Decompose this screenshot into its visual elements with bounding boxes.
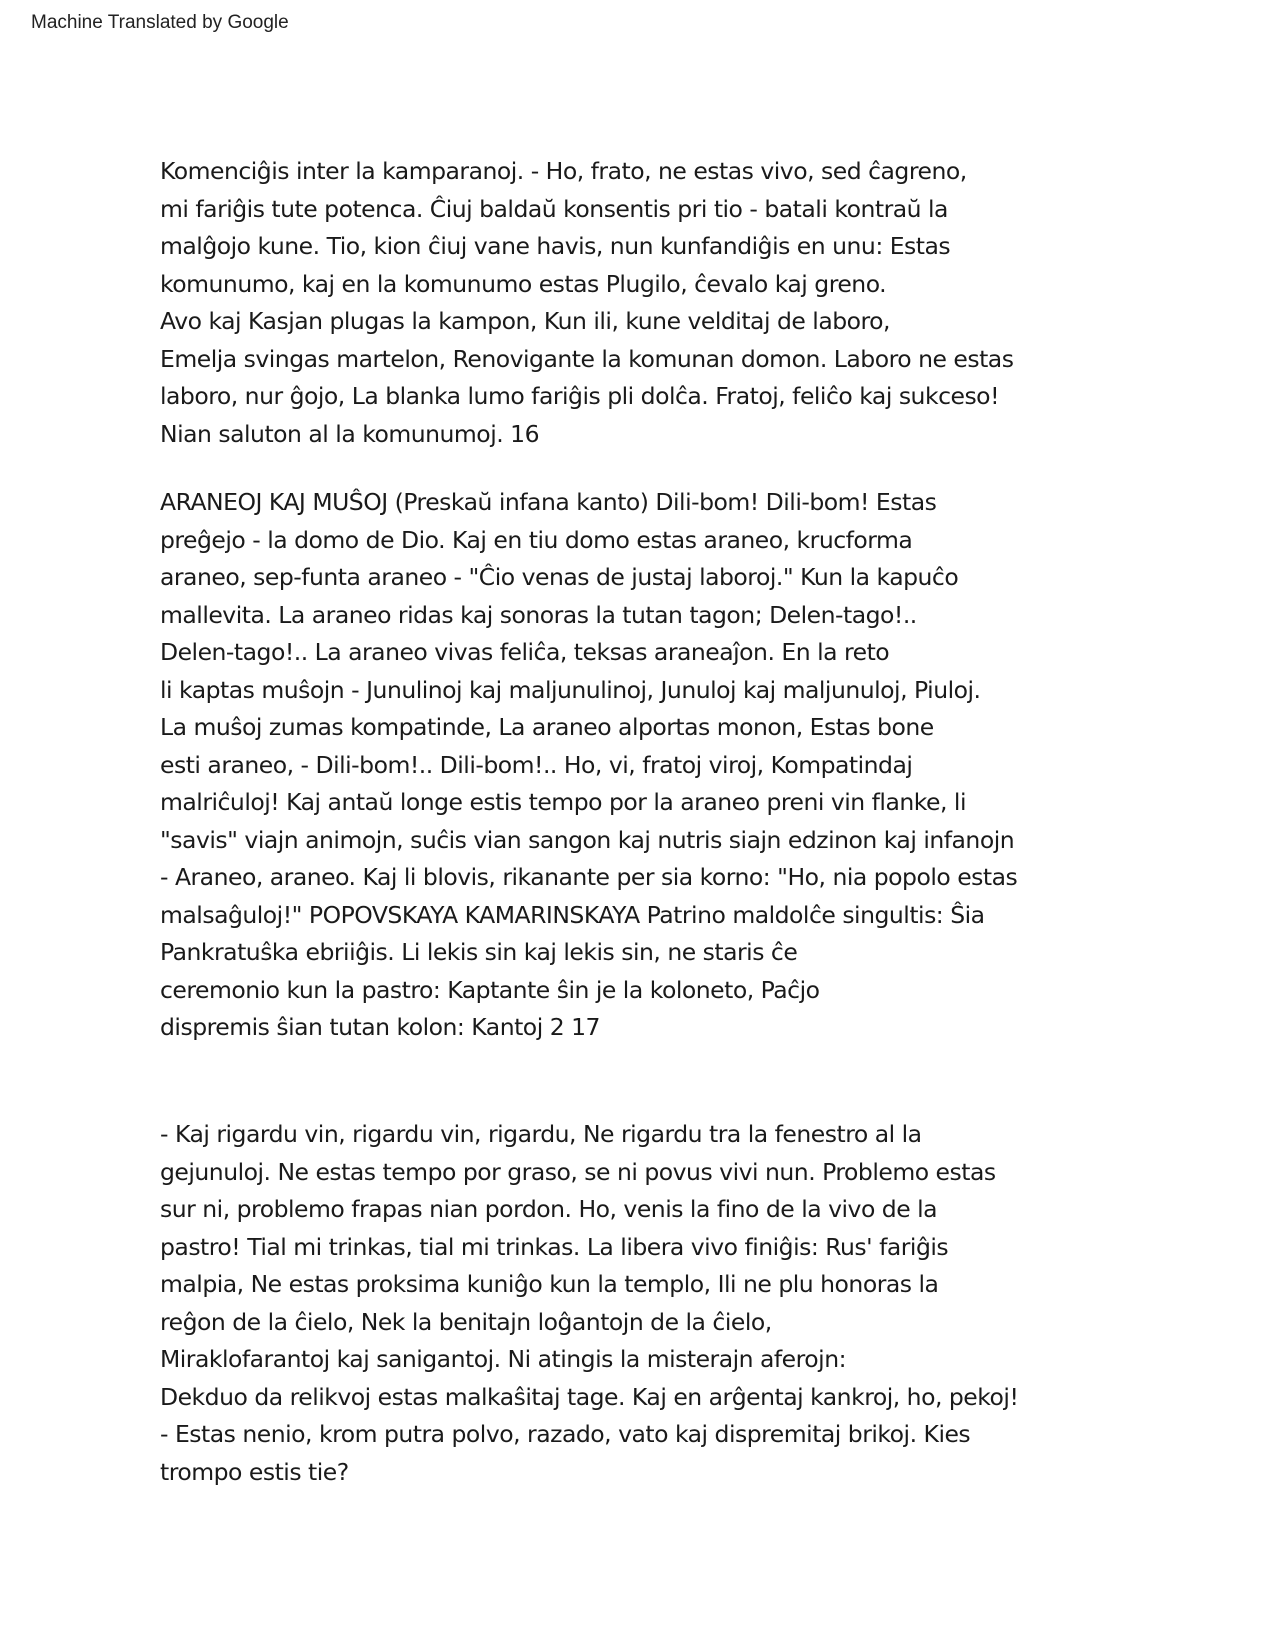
text-line: li kaptas muŝojn - Junulinoj kaj maljunulinoj, Junuloj kaj maljunuloj, Piuloj. xyxy=(160,675,981,704)
text-line: mi fariĝis tute potenca. Ĉiuj baldaŭ konsentis pri tio - batali kontraŭ la xyxy=(160,194,948,223)
text-line: pastro! Tial mi trinkas, tial mi trinkas. La libera vivo finiĝis: Rus' fariĝis xyxy=(160,1232,949,1261)
paragraph-komunumo xyxy=(160,153,1120,453)
text-line: "savis" viajn animojn, suĉis vian sangon kaj nutris siajn edzinon kaj infanojn xyxy=(160,825,1015,854)
text-line: malpia, Ne estas proksima kuniĝo kun la templo, Ili ne plu honoras la xyxy=(160,1270,939,1298)
text-line: trompo estis tie? xyxy=(160,1457,349,1486)
text-line: ceremonio kun la pastro: Kaptante ŝin je la koloneto, Paĉjo xyxy=(160,975,820,1004)
paragraph-kaj-rigardu-vin xyxy=(160,1116,1120,1491)
text-line: malsaĝuloj!" POPOVSKAYA KAMARINSKAYA Patrino maldolĉe singultis: Ŝia xyxy=(160,900,985,929)
text-line: preĝejo - la domo de Dio. Kaj en tiu domo estas araneo, krucforma xyxy=(160,525,913,554)
text-line: - Kaj rigardu vin, rigardu vin, rigardu, Ne rigardu tra la fenestro al la xyxy=(160,1120,922,1148)
text-line: laboro, nur ĝojo, La blanka lumo fariĝis pli dolĉa. Fratoj, feliĉo kaj sukceso! xyxy=(160,382,999,410)
text-line: Emelja svingas martelon, Renovigante la komunan domon. Laboro ne estas xyxy=(160,344,1014,373)
text-line: mallevita. La araneo ridas kaj sonoras la tutan tagon; Delen-tago!.. xyxy=(160,600,917,629)
text-line: Nian saluton al la komunumoj. 16 xyxy=(160,419,540,448)
text-line: esti araneo, - Dili-bom!.. Dili-bom!.. Ho, vi, fratoj viroj, Kompatindaj xyxy=(160,750,913,779)
text-line: dispremis ŝian tutan kolon: Kantoj 2 17 xyxy=(160,1013,601,1041)
text-line: Dekduo da relikvoj estas malkaŝitaj tage. Kaj en arĝentaj kankroj, ho, pekoj! xyxy=(160,1382,1019,1411)
text-line: - Estas nenio, krom putra polvo, razado, vato kaj dispremitaj brikoj. Kies xyxy=(160,1420,971,1448)
text-line: araneo, sep-funta araneo - "Ĉio venas de justaj laboroj." Kun la kapuĉo xyxy=(160,563,959,591)
text-line: reĝon de la ĉielo, Nek la benitajn loĝantojn de la ĉielo, xyxy=(160,1307,772,1336)
text-line: - Araneo, araneo. Kaj li blovis, rikanante per sia korno: "Ho, nia popolo estas xyxy=(160,863,1018,891)
text-line: ARANEOJ KAJ MUŜOJ (Preskaŭ infana kanto) Dili-bom! Dili-bom! Estas xyxy=(160,488,937,516)
paragraph-araneoj-kaj-musoj xyxy=(160,484,1120,1047)
text-line: Delen-tago!.. La araneo vivas feliĉa, teksas araneaĵon. En la reto xyxy=(160,638,890,666)
text-line: Pankratuŝka ebriiĝis. Li lekis sin kaj lekis sin, ne staris ĉe xyxy=(160,938,798,966)
machine-translation-notice: Machine Translated by Google xyxy=(31,12,289,33)
text-line: Avo kaj Kasjan plugas la kampon, Kun ili, kune velditaj de laboro, xyxy=(160,307,891,335)
text-line: Miraklofarantoj kaj sanigantoj. Ni atingis la misterajn aferojn: xyxy=(160,1345,847,1373)
text-line: malĝojo kune. Tio, kion ĉiuj vane havis, nun kunfandiĝis en unu: Estas xyxy=(160,232,951,260)
text-line: La muŝoj zumas kompatinde, La araneo alportas monon, Estas bone xyxy=(160,713,934,741)
text-line: gejunuloj. Ne estas tempo por graso, se ni povus vivi nun. Problemo estas xyxy=(160,1157,996,1186)
text-line: malriĉuloj! Kaj antaŭ longe estis tempo por la araneo preni vin flanke, li xyxy=(160,788,966,816)
text-line: komunumo, kaj en la komunumo estas Plugilo, ĉevalo kaj greno. xyxy=(160,269,887,298)
text-line: sur ni, problemo frapas nian pordon. Ho, venis la fino de la vivo de la xyxy=(160,1195,938,1223)
text-line: Komenciĝis inter la kamparanoj. - Ho, frato, ne estas vivo, sed ĉagreno, xyxy=(160,157,967,185)
